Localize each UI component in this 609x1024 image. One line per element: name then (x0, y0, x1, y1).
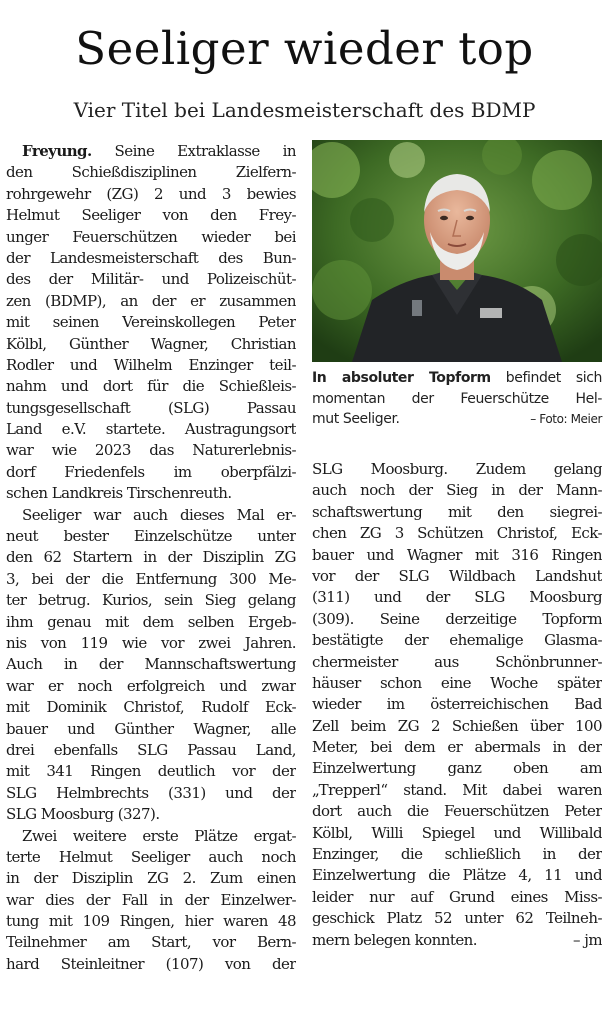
text-line: Zell beim ZG 2 Schießen über 100 (312, 716, 602, 735)
text-line: unger Feuerschützen wieder bei (6, 227, 296, 246)
text-line: chen ZG 3 Schützen Christof, Eck- (312, 524, 602, 543)
photo-credit: – Foto: Meier (530, 412, 602, 426)
text-line: Meter, bei dem er abermals in der (312, 738, 602, 757)
text-line: war wie 2023 das Naturerlebnis- (6, 441, 296, 460)
caption-line: momentan der Feuerschütze Hel- (312, 390, 602, 407)
text-line: tungsgesellschaft (SLG) Passau (6, 398, 296, 417)
text-line: Freyung. Seine Extraklasse in (22, 142, 296, 160)
text-line: neut bester Einzelschütze unter (6, 527, 296, 546)
portrait-photo-illustration (312, 140, 602, 362)
text-line: dort auch die Feuerschützen Peter (312, 802, 602, 821)
text-line: „Trepperl“ stand. Mit dabei waren (312, 780, 602, 799)
text-line: in der Disziplin ZG 2. Zum einen (6, 869, 296, 888)
text-line: war dies der Fall in der Einzelwer- (6, 890, 296, 909)
text-line: SLG Helmbrechts (331) und der (6, 783, 296, 802)
text-line: mern belegen konnten. – jm (312, 930, 602, 951)
text-line: zen (BDMP), an der er zusammen (6, 291, 296, 310)
text-line: mit Dominik Christof, Rudolf Eck- (6, 698, 296, 717)
text-line: tung mit 109 Ringen, hier waren 48 (6, 912, 296, 931)
subheadline: Vier Titel bei Landesmeisterschaft des BDMP (73, 98, 536, 122)
text-line: chermeister aus Schönbrunner- (312, 652, 602, 671)
author-signature: – jm (573, 930, 602, 949)
caption-line: In absoluter Topform befindet sich (312, 370, 602, 386)
text-line: mit seinen Vereinskollegen Peter (6, 313, 296, 332)
caption-line: mut Seeliger. – Foto: Meier (312, 409, 602, 430)
text-line: (311) und der SLG Moosburg (312, 588, 602, 607)
text-line: rohrgewehr (ZG) 2 und 3 bewies (6, 184, 296, 203)
text-line: wieder im österreichischen Bad (312, 695, 602, 714)
text-line: der Landesmeisterschaft des Bun- (6, 248, 296, 267)
text-line: Land e.V. startete. Austragungsort (6, 420, 296, 439)
text-line: Einzelwertung ganz oben am (312, 759, 602, 778)
text-line: bauer und Wagner mit 316 Ringen (312, 545, 602, 564)
text-line: SLG Moosburg. Zudem gelang (312, 460, 602, 478)
text-line: (309). Seine derzeitige Topform (312, 609, 602, 628)
text-line: nahm und dort für die Schießleis- (6, 377, 296, 396)
text-line: leider nur auf Grund eines Miss- (312, 887, 602, 906)
text-line: Rodler und Wilhelm Enzinger teil- (6, 355, 296, 374)
caption-bold: In absoluter Topform (312, 370, 491, 386)
article-right-column (312, 459, 602, 951)
text-line: den Schießdisziplinen Zielfern- (6, 163, 296, 182)
text-line: geschick Platz 52 unter 62 Teilneh- (312, 909, 602, 928)
text-line: Auch in der Mannschaftswertung (6, 655, 296, 674)
text-line: mit 341 Ringen deutlich vor der (6, 762, 296, 781)
text-line: Kölbl, Günther Wagner, Christian (6, 334, 296, 353)
dateline: Freyung. (22, 142, 92, 160)
text-line: Helmut Seeliger von den Frey- (6, 206, 296, 225)
text-line: Einzelwertung die Plätze 4, 11 und (312, 866, 602, 885)
text-line: vor der SLG Wildbach Landshut (312, 566, 602, 585)
text-line: Enzinger, die schließlich in der (312, 845, 602, 864)
text-line: den 62 Startern in der Disziplin ZG (6, 548, 296, 567)
text-line: war er noch erfolgreich und zwar (6, 676, 296, 695)
text-line: Kölbl, Willi Spiegel und Willibald (312, 823, 602, 842)
photo-caption (312, 368, 602, 430)
text-line: Teilnehmer am Start, vor Bern- (6, 933, 296, 952)
article-left-column (6, 141, 296, 975)
text-line: auch noch der Sieg in der Mann- (312, 481, 602, 500)
text-line: bestätigte der ehemalige Glasma- (312, 631, 602, 650)
text-line: schen Landkreis Tirschenreuth. (6, 484, 232, 503)
text-line: hard Steinleitner (107) von der (6, 954, 296, 973)
text-line: SLG Moosburg (327). (6, 805, 160, 824)
text-line: Seeliger war auch dieses Mal er- (22, 505, 296, 524)
text-line: drei ebenfalls SLG Passau Land, (6, 740, 296, 759)
portrait-photo (312, 140, 602, 362)
text-line: terte Helmut Seeliger auch noch (6, 847, 296, 866)
text-line: ter betrug. Kurios, sein Sieg gelang (6, 591, 296, 610)
headline: Seeliger wieder top (75, 22, 534, 75)
text-line: schaftswertung mit den siegrei- (312, 502, 602, 521)
text-line: nis von 119 wie vor zwei Jahren. (6, 633, 296, 652)
text-line: dorf Friedenfels im oberpfälzi- (6, 462, 296, 481)
text-line: häuser schon eine Woche später (312, 673, 602, 692)
text-line: 3, bei der die Entfernung 300 Me- (6, 569, 296, 588)
text-line: des der Militär- und Polizeischüt- (6, 270, 296, 289)
text-line: bauer und Günther Wagner, alle (6, 719, 296, 738)
text-line: Zwei weitere erste Plätze ergat- (22, 826, 296, 845)
text-line: ihm genau mit dem selben Ergeb- (6, 612, 296, 631)
